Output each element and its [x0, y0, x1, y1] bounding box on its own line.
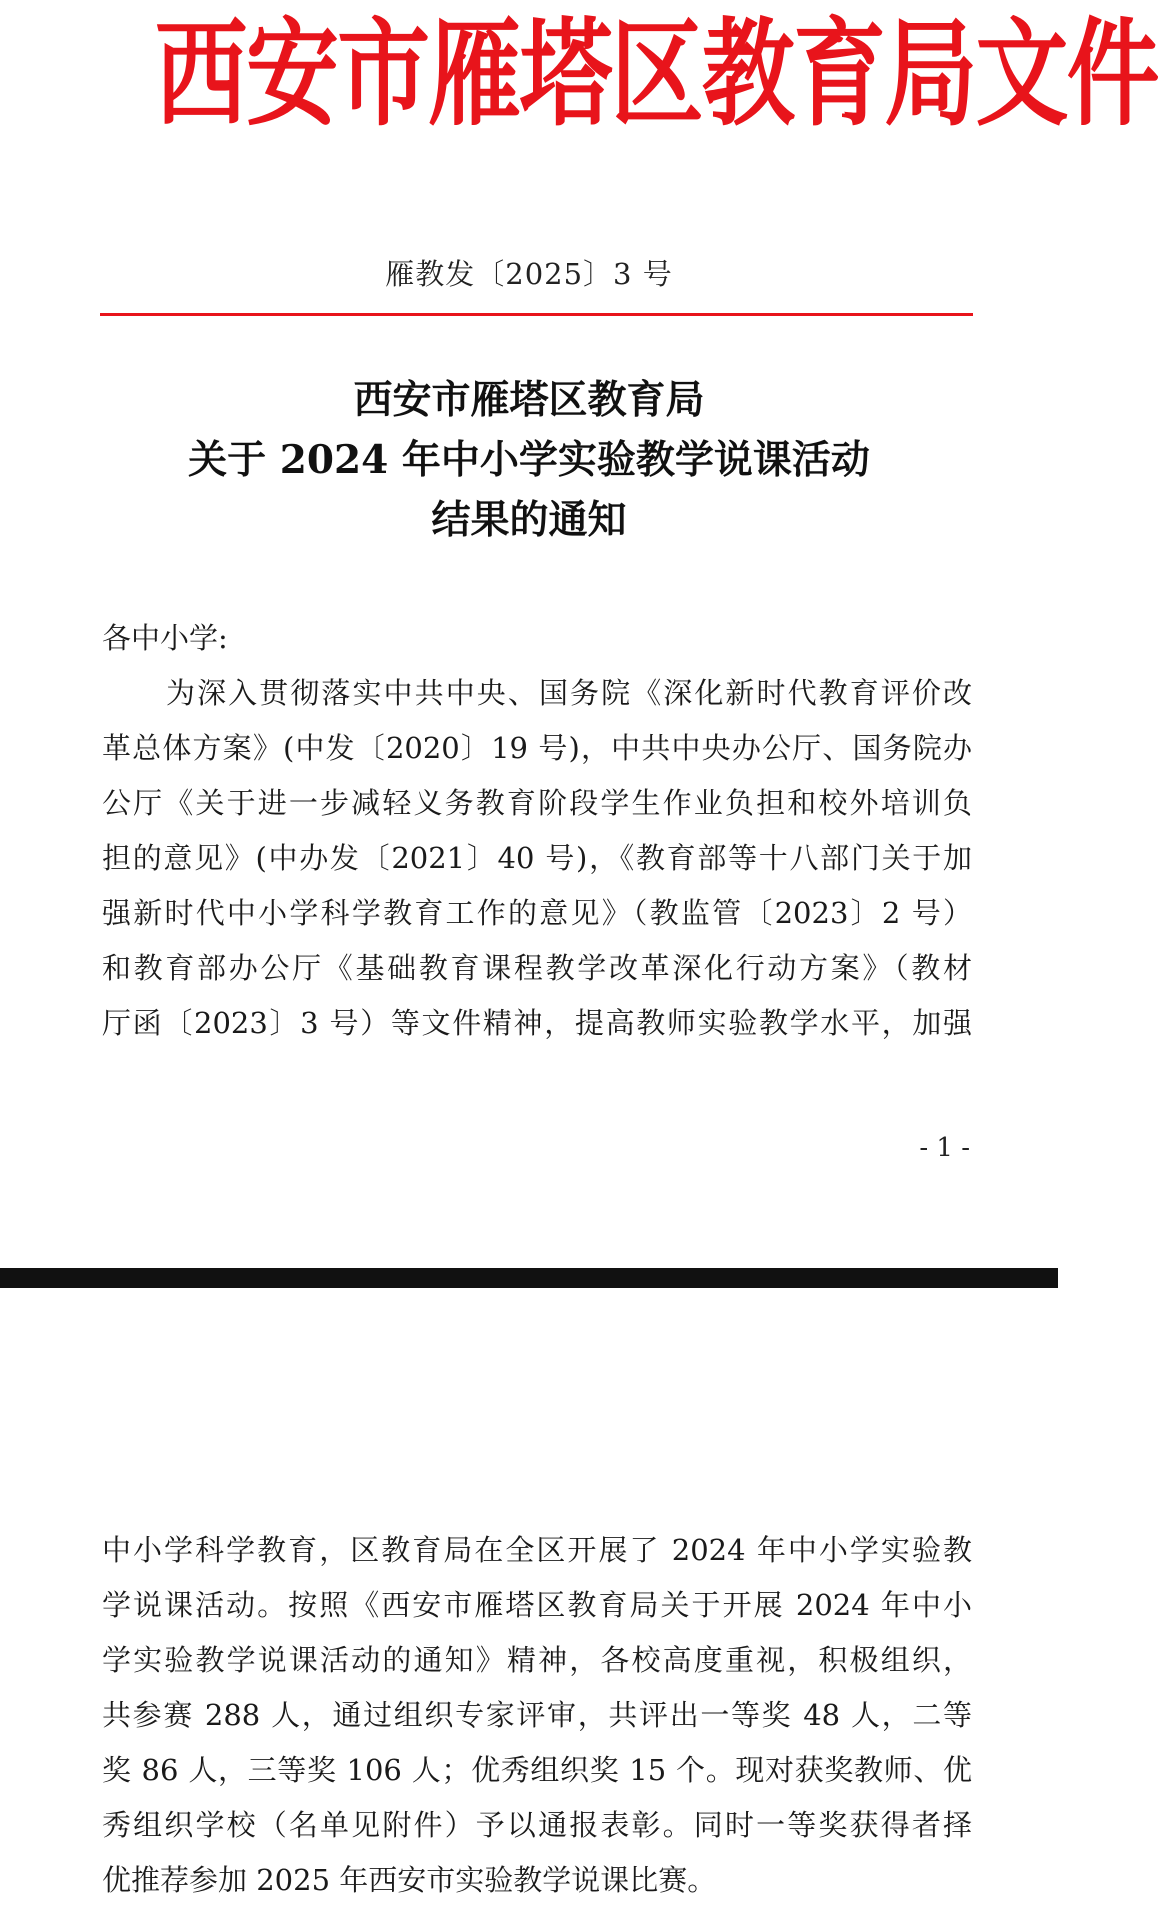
document-title: [0, 370, 1058, 550]
paragraph-line: 革总体方案》(中发〔2020〕19 号)，中共中央办公厅、国务院办: [102, 731, 972, 765]
body-paragraph-page-1: [102, 666, 972, 1051]
body-paragraph-page-2: [102, 1523, 972, 1908]
paragraph-line: 公厅《关于进一步减轻义务教育阶段学生作业负担和校外培训负: [102, 786, 972, 820]
paragraph-line: 共参赛 288 人，通过组织专家评审，共评出一等奖 48 人，二等: [102, 1698, 972, 1732]
page-separator-bar: [0, 1268, 1058, 1288]
paragraph-line: 秀组织学校（名单见附件）予以通报表彰。同时一等奖获得者择: [102, 1808, 972, 1842]
title-line-3: 结果的通知: [431, 497, 627, 543]
red-divider-rule: [100, 313, 973, 316]
paragraph-line: 厅函〔2023〕3 号）等文件精神，提高教师实验教学水平，加强: [102, 1006, 972, 1040]
paragraph-line: 为深入贯彻落实中共中央、国务院《深化新时代教育评价改: [166, 676, 972, 710]
paragraph-line: 担的意见》(中办发〔2021〕40 号)，《教育部等十八部门关于加: [102, 841, 972, 875]
paragraph-line: 和教育部办公厅《基础教育课程教学改革深化行动方案》（教材: [102, 951, 972, 985]
paragraph-line: 学实验教学说课活动的通知》精神，各校高度重视，积极组织，: [102, 1643, 972, 1677]
page-number: - 1 -: [919, 1133, 970, 1163]
red-masthead: 西安市雁塔区教育局文件: [154, 7, 1158, 142]
paragraph-line: 中小学科学教育，区教育局在全区开展了 2024 年中小学实验教: [102, 1533, 972, 1567]
document-number: 雁教发〔2025〕3 号: [385, 257, 673, 291]
paragraph-line: 学说课活动。按照《西安市雁塔区教育局关于开展 2024 年中小: [102, 1588, 972, 1622]
title-line-1: 西安市雁塔区教育局: [353, 377, 705, 423]
paragraph-line: 强新时代中小学科学教育工作的意见》（教监管〔2023〕2 号）: [102, 896, 972, 930]
paragraph-line-last: 优推荐参加 2025 年西安市实验教学说课比赛。: [102, 1863, 717, 1897]
salutation: 各中小学:: [102, 621, 228, 655]
title-line-2: 关于 2024 年中小学实验教学说课活动: [188, 437, 870, 483]
paragraph-line: 奖 86 人，三等奖 106 人；优秀组织奖 15 个。现对获奖教师、优: [102, 1753, 972, 1787]
document-page-2: [0, 1288, 1058, 1897]
